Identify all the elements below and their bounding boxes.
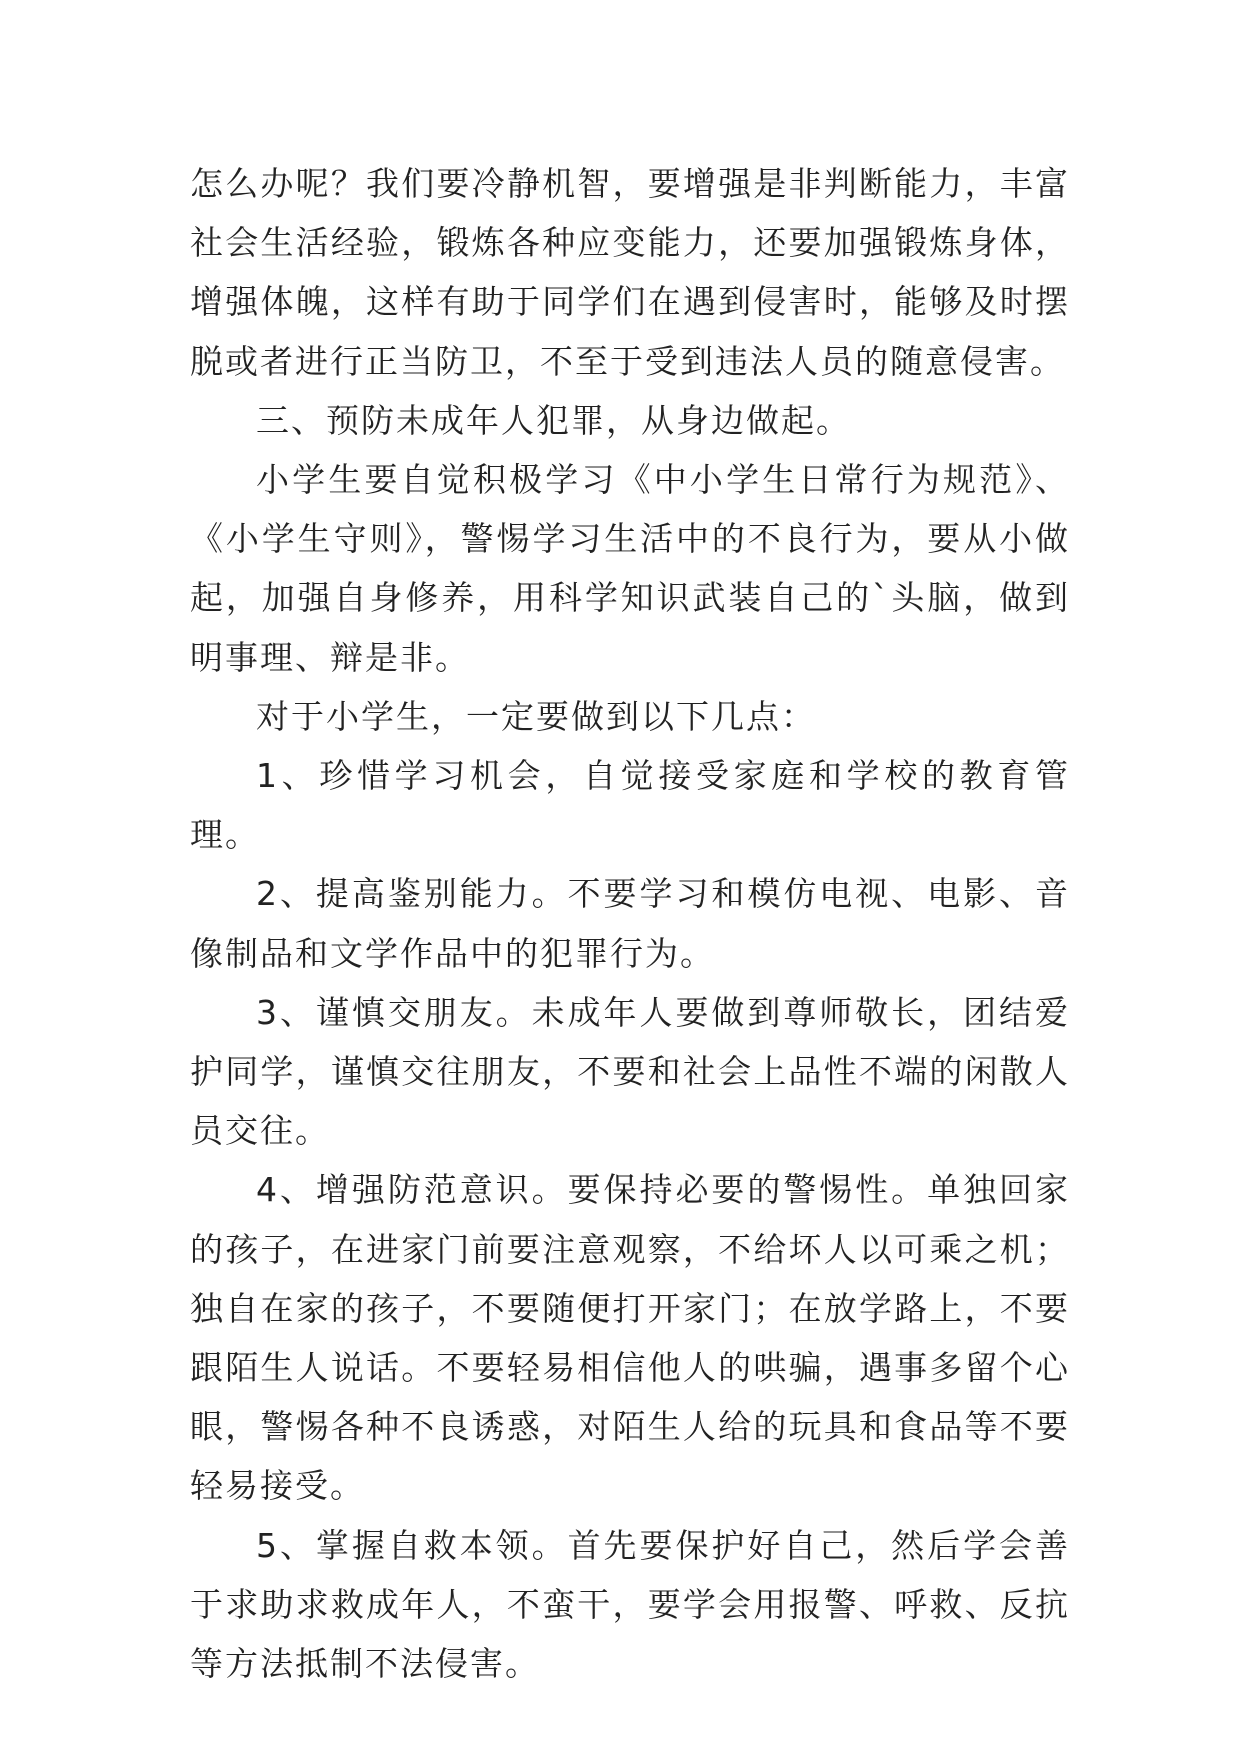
paragraph-intro: 小学生要自觉积极学习《中小学生日常行为规范》、《小学生守则》，警惕学习生活中的不良行为，要从小做起，加强自身修养，用科学知识武装自己的`头脑，做到明事理、辩是非。 bbox=[190, 460, 1070, 677]
list-item-4: 4、增强防范意识。要保持必要的警惕性。单独回家的孩子，在进家门前要注意观察，不给坏人以可乘之机；独自在家的孩子，不要随便打开家门；在放学路上，不要跟陌生人说话。不要轻易相信他人的哄骗，遇事多留个心眼，警惕各种不良诱惑，对陌生人给的玩具和食品等不要轻易接受。 bbox=[190, 1170, 1070, 1506]
section-heading-3: 三、预防未成年人犯罪，从身边做起。 bbox=[256, 400, 851, 440]
list-item-5: 5、掌握自救本领。首先要保护好自己，然后学会善于求助求救成年人，不蛮干，要学会用报警、呼救、反抗等方法抵制不法侵害。 bbox=[190, 1525, 1070, 1684]
paragraph-continuation: 怎么办呢？我们要冷静机智，要增强是非判断能力，丰富社会生活经验，锻炼各种应变能力，还要加强锻炼身体，增强体魄，这样有助于同学们在遇到侵害时，能够及时摆脱或者进行正当防卫，不至于受到违法人员的随意侵害。 bbox=[190, 164, 1070, 381]
document-body bbox=[190, 154, 1070, 1693]
paragraph-points-lead: 对于小学生，一定要做到以下几点： bbox=[256, 696, 816, 736]
list-item-3: 3、谨慎交朋友。未成年人要做到尊师敬长，团结爱护同学，谨慎交往朋友，不要和社会上品性不端的闲散人员交往。 bbox=[190, 992, 1070, 1151]
list-item-1: 1、珍惜学习机会，自觉接受家庭和学校的教育管理。 bbox=[190, 756, 1070, 855]
list-item-2: 2、提高鉴别能力。不要学习和模仿电视、电影、音像制品和文学作品中的犯罪行为。 bbox=[190, 874, 1070, 973]
